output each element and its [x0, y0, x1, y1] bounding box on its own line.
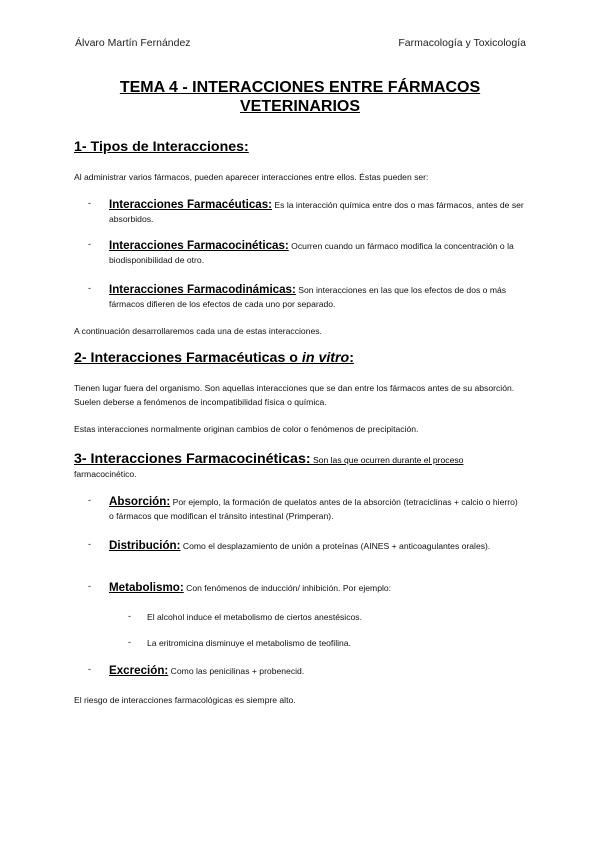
item-text: Ocurren cuando un fármaco modifica la concentración o la biodisponibilidad de otro. — [109, 241, 514, 265]
section-3-closing: El riesgo de interacciones farmacológicas es siempre alto. — [74, 695, 296, 705]
bullet-dash: - — [88, 495, 91, 505]
sub-item-text: El alcohol induce el metabolismo de ciertos anestésicos. — [147, 612, 362, 622]
item-term: Excreción: — [109, 664, 169, 677]
title-line-1: TEMA 4 - INTERACCIONES ENTRE FÁRMACOS — [119, 79, 481, 96]
section-3-heading-sub: Son las que ocurren durante el proceso — [310, 455, 464, 465]
item-term: Interacciones Farmacéuticas: — [109, 198, 273, 211]
bullet-dash: - — [88, 581, 91, 591]
bullet-dash: - — [88, 283, 91, 293]
section-2-para-1: Tienen lugar fuera del organismo. Son aquellas interacciones que se dan entre los fármacos antes de su absorción. Suelen deberse a fenómenos de incompatibilidad física o química. — [74, 383, 515, 407]
document-title — [60, 78, 540, 116]
item-text: Como las penicilinas + probenecid. — [168, 666, 305, 676]
section-1-closing: A continuación desarrollaremos cada una de estas interacciones. — [74, 326, 322, 336]
section-1-intro: Al administrar varios fármacos, pueden aparecer interacciones entre ellos. Éstas pueden ser: — [74, 172, 429, 182]
item-text: Con fenómenos de inducción/ inhibición. Por ejemplo: — [183, 583, 392, 593]
section-2-heading — [74, 350, 354, 366]
section-1-heading: 1- Tipos de Interacciones: — [74, 139, 249, 155]
item-term: Absorción: — [109, 495, 171, 508]
sub-item-text: La eritromicina disminuye el metabolismo de teofilina. — [147, 638, 351, 648]
item-term: Metabolismo: — [109, 581, 184, 594]
section-2-para-2: Estas interacciones normalmente originan cambios de color o fenómenos de precipitación. — [74, 424, 419, 434]
bullet-dash: - — [88, 664, 91, 674]
section-2-heading-end: : — [349, 350, 354, 366]
bullet-dash: - — [88, 198, 91, 208]
item-text: Por ejemplo, la formación de quelatos antes de la absorción (tetraciclinas + calcio o hierro) o fármacos que modifican el tránsito intestinal (Primperan). — [109, 497, 518, 521]
title-line-2: VETERINARIOS — [239, 98, 360, 115]
bullet-dash: - — [128, 637, 131, 647]
bullet-dash: - — [88, 539, 91, 549]
item-term: Interacciones Farmacodinámicas: — [109, 283, 296, 296]
header-subject: Farmacología y Toxicología — [398, 37, 526, 49]
section-2-heading-italic: in vitro — [301, 350, 350, 366]
header-author: Álvaro Martín Fernández — [75, 37, 191, 49]
item-term: Interacciones Farmacocinéticas: — [109, 239, 289, 252]
item-text: Es la interacción química entre dos o mas fármacos, antes de ser absorbidos. — [109, 200, 524, 224]
bullet-dash: - — [88, 239, 91, 249]
item-text: Son interacciones en las que los efectos de dos o más fármacos difieren de los efectos de cada uno por separado. — [109, 285, 507, 309]
section-3-heading — [74, 451, 463, 467]
item-term: Distribución: — [109, 539, 181, 552]
item-text: Como el desplazamiento de unión a proteínas (AINES + anticoagulantes orales). — [180, 541, 491, 551]
bullet-dash: - — [128, 611, 131, 621]
section-2-heading-main: 2- Interacciones Farmacéuticas o — [74, 350, 302, 366]
section-3-heading-main: 3- Interacciones Farmacocinéticas: — [74, 451, 311, 467]
section-3-heading-continuation: farmacocinético. — [74, 469, 137, 479]
